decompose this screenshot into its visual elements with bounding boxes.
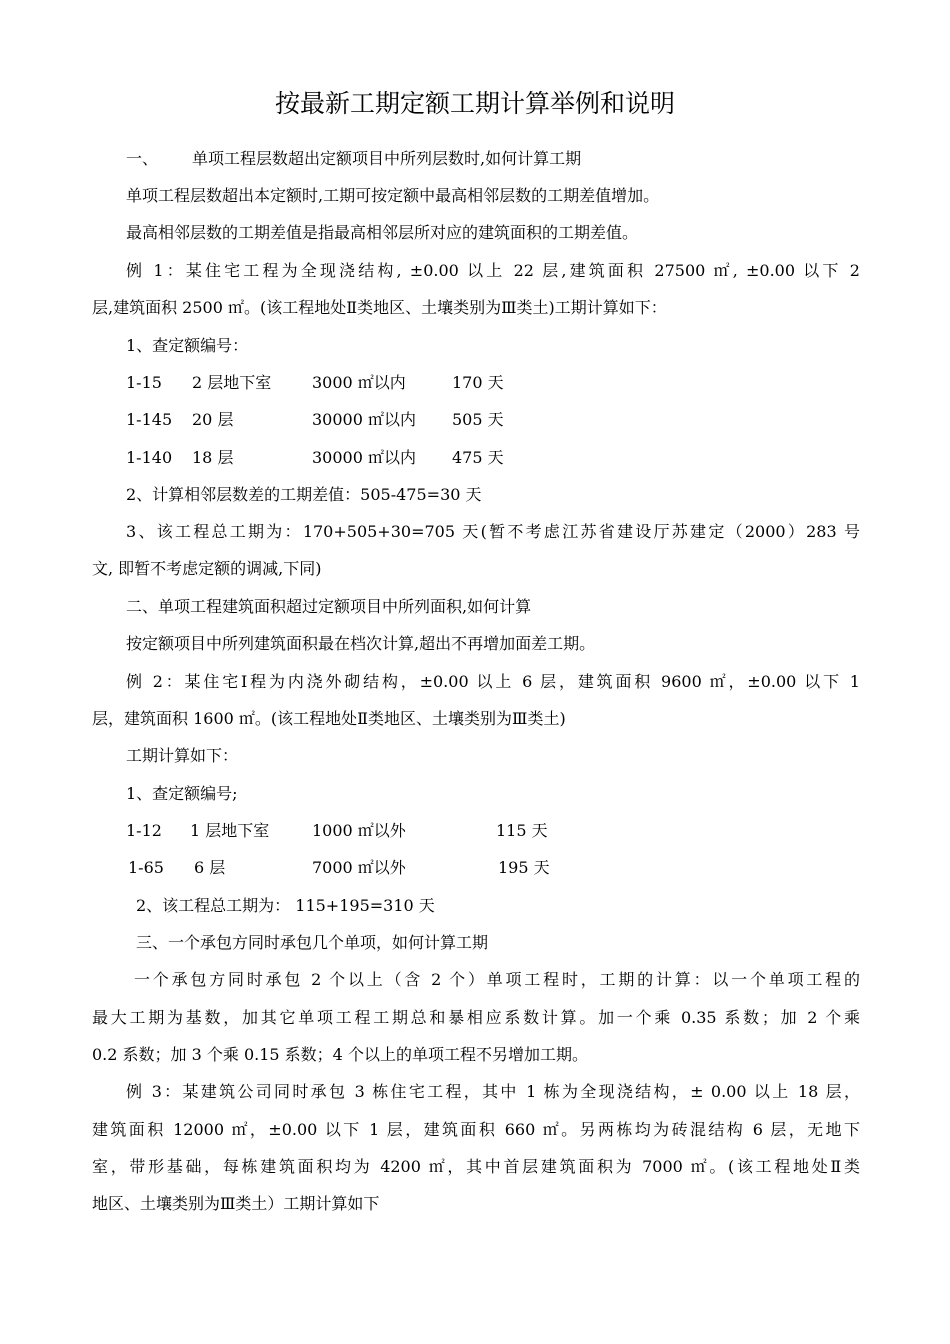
example3-line1: 例 3：某建筑公司同时承包 3 栋住宅工程，其中 1 栋为全现浇结构，± 0.00 以上 18 层， xyxy=(126,1082,860,1101)
example3-line2: 建筑面积 12000 ㎡，±0.00 以下 1 层，建筑面积 660 ㎡。另两栋均为砖混结构 6 层，无地下 xyxy=(92,1120,860,1139)
example3-line3: 室，带形基础，每栋建筑面积均为 4200 ㎡，其中首层建筑面积为 7000 ㎡。(该工程地处Ⅱ类 xyxy=(92,1157,860,1176)
quota-code: 1-145 xyxy=(126,410,173,429)
quota-code: 1-15 xyxy=(126,373,162,392)
quota-code: 1-12 xyxy=(126,821,162,840)
quota-days: 170 天 xyxy=(452,373,504,392)
quota-area: 7000 ㎡以外 xyxy=(312,858,406,877)
example3-line4: 地区、土壤类别为Ⅲ类土）工期计算如下 xyxy=(92,1194,380,1213)
quota-area: 3000 ㎡以内 xyxy=(312,373,406,392)
example1-line2: 层,建筑面积 2500 ㎡。(该工程地处Ⅱ类地区、土壤类别为Ⅲ类土)工期计算如下： xyxy=(92,298,667,317)
quota-days: 475 天 xyxy=(452,448,504,467)
example1-step3-line2: 文, 即暂不考虑定额的调减,下同) xyxy=(92,559,322,578)
section1-definition: 最高相邻层数的工期差值是指最高相邻层所对应的建筑面积的工期差值。 xyxy=(126,223,639,242)
section3-rule-line3: 0.2 系数；加 3 个乘 0.15 系数；4 个以上的单项工程不另增加工期。 xyxy=(92,1045,588,1064)
quota-days: 115 天 xyxy=(496,821,548,840)
quota-desc: 2 层地下室 xyxy=(192,373,272,392)
section1-rule: 单项工程层数超出本定额时,工期可按定额中最高相邻层数的工期差值增加。 xyxy=(126,186,660,205)
quota-code: 1-65 xyxy=(128,858,164,877)
section3-rule-line2: 最大工期为基数，加其它单项工程工期总和暴相应系数计算。加一个乘 0.35 系数；加 2 个乘 xyxy=(92,1008,860,1027)
section1-heading: 单项工程层数超出定额项目中所列层数时,如何计算工期 xyxy=(192,149,582,168)
quota-days: 505 天 xyxy=(452,410,504,429)
section1-number: 一、 xyxy=(126,149,159,168)
quota-area: 30000 ㎡以内 xyxy=(312,410,416,429)
quota-desc: 18 层 xyxy=(192,448,234,467)
section2-rule: 按定额项目中所列建筑面积最在档次计算,超出不再增加面差工期。 xyxy=(126,634,596,653)
example2-line1: 例 2：某住宅Ⅰ程为内浇外砌结构，±0.00 以上 6 层，建筑面积 9600 ㎡，±0.00 以下 1 xyxy=(126,672,860,691)
quota-desc: 20 层 xyxy=(192,410,234,429)
example2-calc-intro: 工期计算如下： xyxy=(126,746,239,765)
example2-line2: 层，建筑面积 1600 ㎡。(该工程地处Ⅱ类地区、土壤类别为Ⅲ类土) xyxy=(92,709,566,728)
example1-line1: 例 1：某住宅工程为全现浇结构, ±0.00 以上 22 层,建筑面积 27500 ㎡, ±0.00 以下 2 xyxy=(126,261,860,280)
quota-area: 1000 ㎡以外 xyxy=(312,821,406,840)
quota-area: 30000 ㎡以内 xyxy=(312,448,416,467)
quota-desc: 6 层 xyxy=(194,858,226,877)
section3-rule-line1: 一个承包方同时承包 2 个以上（含 2 个）单项工程时，工期的计算：以一个单项工程的 xyxy=(134,970,860,989)
example1-step1: 1、查定额编号： xyxy=(126,336,249,355)
example1-step2: 2、计算相邻层数差的工期差值：505-475=30 天 xyxy=(126,485,482,504)
section3-heading: 三、一个承包方同时承包几个单项，如何计算工期 xyxy=(136,933,489,952)
example2-step1: 1、查定额编号; xyxy=(126,784,238,803)
example2-step2: 2、该工程总工期为： 115+195=310 天 xyxy=(136,896,435,915)
quota-desc: 1 层地下室 xyxy=(190,821,270,840)
example1-step3-line1: 3、该工程总工期为：170+505+30=705 天(暂不考虑江苏省建设厅苏建定（2000）283 号 xyxy=(126,522,860,541)
quota-days: 195 天 xyxy=(498,858,550,877)
page-title: 按最新工期定额工期计算举例和说明 xyxy=(274,89,675,118)
quota-code: 1-140 xyxy=(126,448,173,467)
section2-heading: 二、单项工程建筑面积超过定额项目中所列面积,如何计算 xyxy=(126,597,532,616)
